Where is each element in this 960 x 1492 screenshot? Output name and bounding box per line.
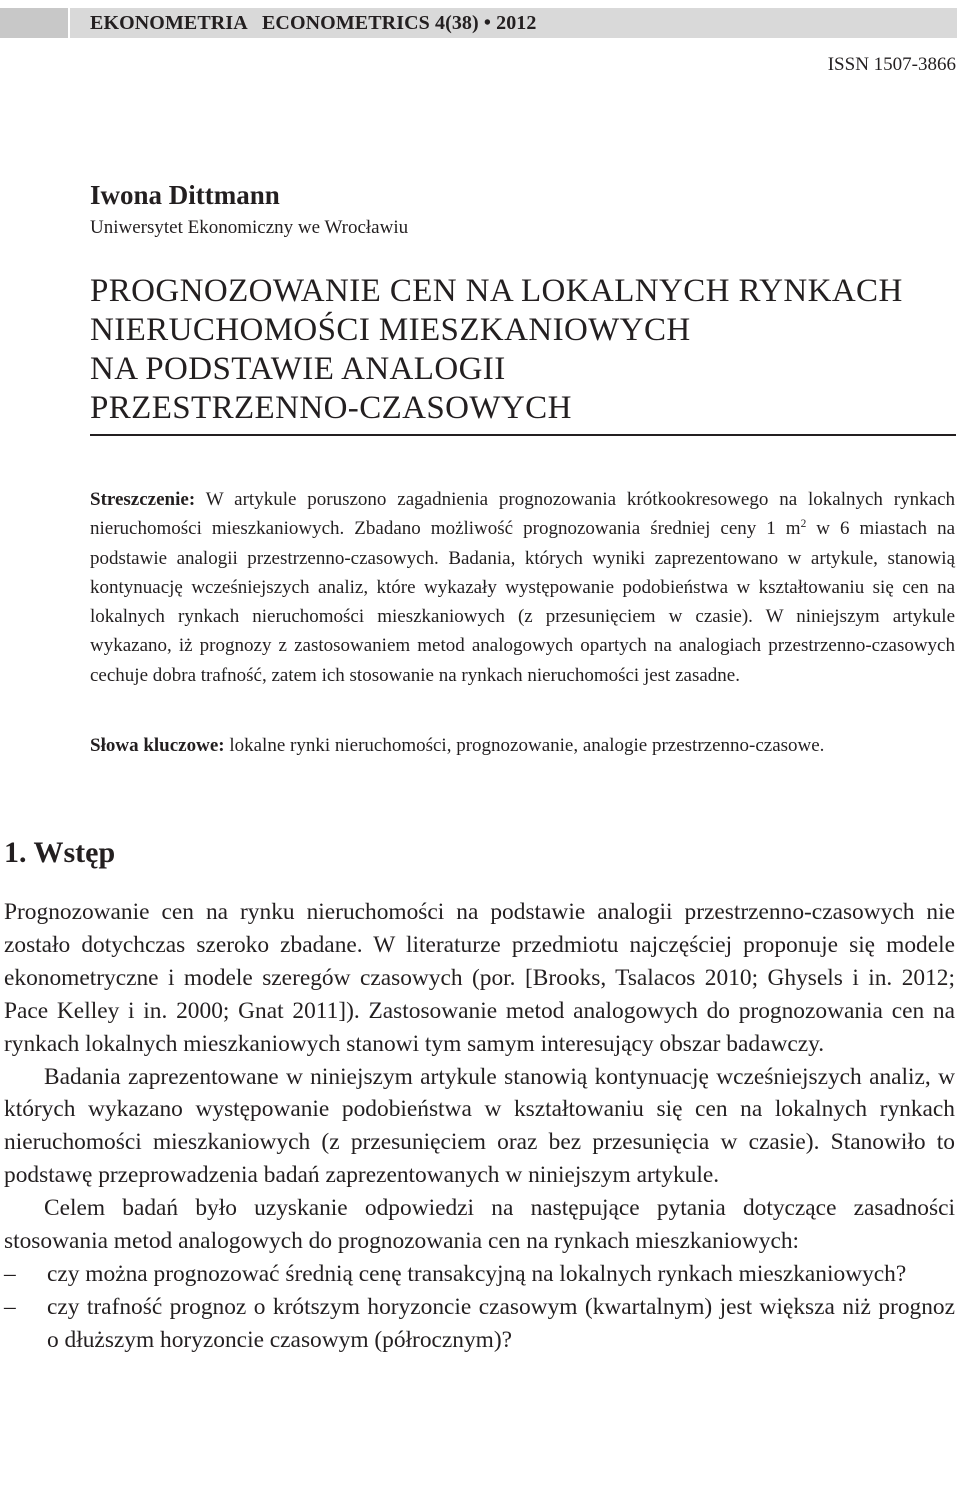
title-line: PROGNOZOWANIE CEN NA LOKALNYCH RYNKACH: [90, 273, 903, 309]
abstract: [90, 485, 955, 690]
list-item-text: czy trafność prognoz o krótszym horyzoncie czasowym (kwartalnym) jest większa niż prognoz o dłuższym horyzoncie czasowym (półrocznym)?: [47, 1293, 955, 1353]
article-title: [90, 272, 955, 428]
title-line: NIERUCHOMOŚCI MIESZKANIOWYCH: [90, 312, 691, 348]
question-list: [4, 1258, 955, 1357]
author-affiliation: Uniwersytet Ekonomiczny we Wrocławiu: [90, 217, 409, 238]
journal-header: [0, 8, 957, 38]
keywords-text: lokalne rynki nieruchomości, prognozowanie, analogie przestrzenno-czasowe.: [224, 735, 825, 756]
abstract-text: W artykule poruszono zagadnienia prognozowania krótkookresowego na lokalnych rynkach nieruchomości mieszkaniowych. Zbadano możliwość prognozowania średniej ceny 1 m: [90, 489, 955, 540]
section-body: [4, 896, 955, 1357]
author-name: Iwona Dittmann: [90, 180, 280, 210]
keywords: [90, 733, 960, 759]
list-item: [4, 1258, 955, 1291]
title-line: PRZESTRZENNO-CZASOWYCH: [90, 390, 572, 426]
section-heading: 1. Wstęp: [4, 836, 116, 869]
list-item-text: czy można prognozować średnią cenę transakcyjną na lokalnych rynkach mieszkaniowych?: [47, 1260, 907, 1287]
journal-title: EKONOMETRIA ECONOMETRICS 4(38) • 2012: [70, 8, 957, 38]
list-item: [4, 1291, 955, 1357]
list-dash: –: [4, 1260, 16, 1287]
abstract-label: Streszczenie:: [90, 489, 196, 510]
header-gray-block: [0, 8, 68, 38]
keywords-label: Słowa kluczowe:: [90, 735, 225, 756]
title-divider: [90, 434, 956, 436]
issn: ISSN 1507-3866: [827, 54, 956, 75]
superscript-two: 2: [800, 518, 807, 531]
title-line: NA PODSTAWIE ANALOGII: [90, 351, 506, 387]
paragraph: Prognozowanie cen na rynku nieruchomości na podstawie analogii przestrzenno-czasowych nie zostało dotychczas szeroko zbadane. W literaturze przedmiotu najczęściej proponuje się modele ekonometryczne i modele szeregów czasowych (por. [Brooks, Tsalacos 2010; Ghysels i in. 2012; Pace Kelley i in. 2000; Gnat 2011]). Zastosowanie metod analogowych do prognozowania cen na rynkach lokalnych mieszkaniowych stanowi tym samym interesujący obszar badawczy.: [4, 899, 955, 1057]
abstract-text-continued: w 6 miastach na podstawie analogii przestrzenno-czasowych. Badania, których wyniki zaprezentowano w artykule, stanowią kontynuację wcześniejszych analiz, które wykazały występowanie podobieństwa w kształtowaniu się cen na lokalnych rynkach nieruchomości mieszkaniowych (z przesunięciem w czasie). W niniejszym artykule wykazano, iż prognozy z zastosowaniem metod analogowych opartych na analogiach przestrzenno-czasowych cechuje dobra trafność, zatem ich stosowanie na rynkach nieruchomości jest zasadne.: [90, 518, 956, 686]
list-dash: –: [4, 1293, 16, 1320]
paragraph: Badania zaprezentowane w niniejszym artykule stanowią kontynuację wcześniejszych analiz, w których wykazano występowanie podobieństwa w kształtowaniu się cen na lokalnych rynkach nieruchomości mieszkaniowych (z przesunięciem oraz bez przesunięcia w czasie). Stanowiło to podstawę przeprowadzenia badań zaprezentowanych w niniejszym artykule.: [4, 1063, 955, 1189]
paragraph: Celem badań było uzyskanie odpowiedzi na następujące pytania dotyczące zasadności stosowania metod analogowych do prognozowania cen na rynkach mieszkaniowych:: [4, 1195, 955, 1255]
